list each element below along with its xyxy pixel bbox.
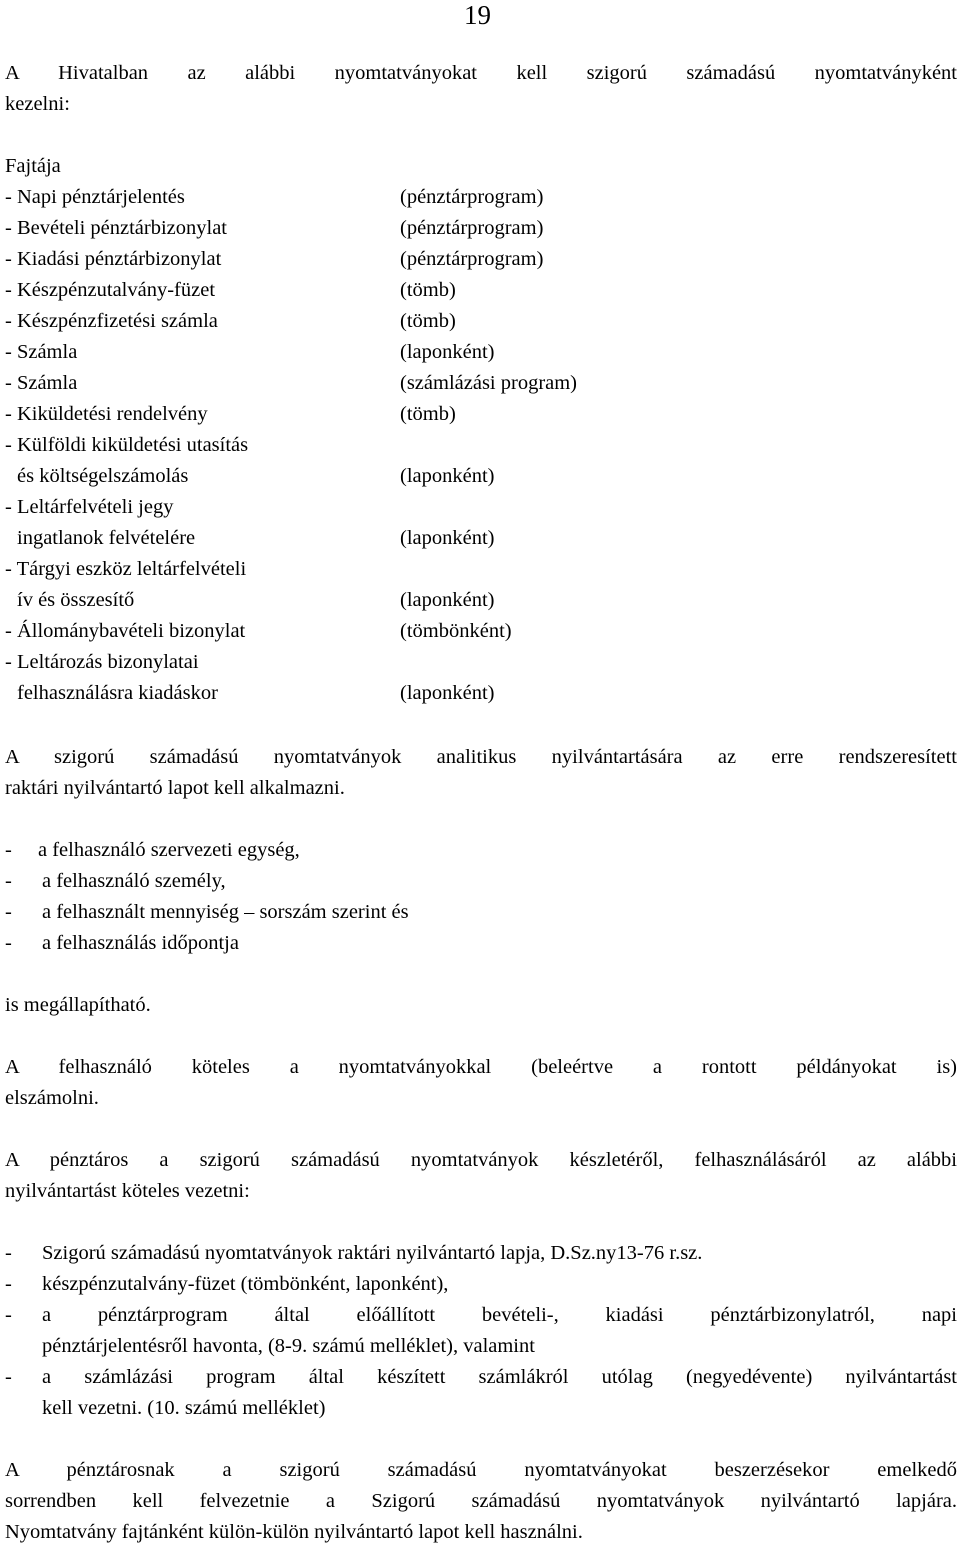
form-type: (tömb) [400, 279, 456, 301]
intro-line-1: A Hivatalban az alábbi nyomtatványokat kell szigorú számadású nyomtatványként [5, 62, 957, 84]
form-type: (pénztárprogram) [400, 186, 544, 208]
paragraph-cashier [5, 1147, 957, 1173]
record-item-cont: pénztárjelentésről havonta, (8-9. számú melléklet), valamint [42, 1335, 535, 1357]
intro-line-2: kezelni: [5, 93, 70, 115]
form-name: - Bevételi pénztárbizonylat [5, 217, 227, 239]
form-name: - Számla [5, 372, 78, 394]
record-item-cont: kell vezetni. (10. számú melléklet) [42, 1397, 326, 1419]
form-type: (laponként) [400, 682, 495, 704]
record-item: Szigorú számadású nyomtatványok raktári nyilvántartó lapja, D.Sz.ny13-76 r.sz. [42, 1242, 703, 1264]
form-name: - Külföldi kiküldetési utasítás [5, 434, 249, 456]
form-type: (laponként) [400, 589, 495, 611]
record-item: készpénzutalvány-füzet (tömbönként, laponként), [42, 1273, 449, 1295]
form-name-cont: felhasználásra kiadáskor [17, 682, 218, 704]
list-item: a felhasználó szervezeti egység, [38, 839, 300, 861]
paragraph-line: A felhasználó köteles a nyomtatványokkal (beleértve a rontott példányokat is) [5, 1056, 957, 1078]
paragraph-line: elszámolni. [5, 1087, 99, 1109]
dash-marker: - [5, 870, 12, 892]
list-item: a felhasznált mennyiség – sorszám szerint és [42, 901, 409, 923]
form-type: (tömb) [400, 310, 456, 332]
dash-marker: - [5, 1242, 12, 1264]
paragraph-line: nyilvántartást köteles vezetni: [5, 1180, 250, 1202]
list-item: a felhasználó személy, [42, 870, 226, 892]
paragraph-settle [5, 1054, 957, 1080]
form-type: (pénztárprogram) [400, 217, 544, 239]
intro-paragraph [5, 60, 957, 86]
form-name: - Tárgyi eszköz leltárfelvételi [5, 558, 247, 580]
paragraph-line: A szigorú számadású nyomtatványok analitikus nyilvántartására az erre rendszeresített [5, 746, 957, 768]
dash-marker: - [5, 901, 12, 923]
form-name: - Leltározás bizonylatai [5, 651, 199, 673]
record-item: a számlázási program által készített számlákról utólag (negyedévente) nyilvántartást [42, 1366, 957, 1388]
record-item: a pénztárprogram által előállított bevételi-, kiadási pénztárbizonylatról, napi [42, 1304, 957, 1326]
form-type: (számlázási program) [400, 372, 578, 394]
dash-marker: - [5, 1366, 12, 1388]
dash-marker: - [5, 932, 12, 954]
paragraph-line: A pénztárosnak a szigorú számadású nyomtatványokat beszerzésekor emelkedő [5, 1459, 957, 1481]
form-type: (pénztárprogram) [400, 248, 544, 270]
form-name-cont: ív és összesítő [17, 589, 135, 611]
page-number: 19 [464, 0, 491, 30]
dash-marker: - [5, 1273, 12, 1295]
form-name: - Számla [5, 341, 78, 363]
form-type: (tömb) [400, 403, 456, 425]
paragraph-line: raktári nyilvántartó lapot kell alkalmazni. [5, 777, 345, 799]
list-heading: Fajtája [5, 155, 61, 177]
form-type: (laponként) [400, 527, 495, 549]
dash-marker: - [5, 839, 12, 861]
form-type: (laponként) [400, 341, 495, 363]
form-name: - Kiküldetési rendelvény [5, 403, 208, 425]
form-name-cont: ingatlanok felvételére [17, 527, 196, 549]
form-name: - Leltárfelvételi jegy [5, 496, 174, 518]
paragraph-analytic [5, 744, 957, 770]
form-name: - Készpénzutalvány-füzet [5, 279, 216, 301]
paragraph-line: A pénztáros a szigorú számadású nyomtatványok készletéről, felhasználásáról az alábbi [5, 1149, 957, 1171]
list-item: a felhasználás időpontja [42, 932, 239, 954]
form-name: - Napi pénztárjelentés [5, 186, 185, 208]
form-type: (tömbönként) [400, 620, 512, 642]
paragraph-order-2 [5, 1488, 957, 1514]
dash-marker: - [5, 1304, 12, 1326]
form-name-cont: és költségelszámolás [17, 465, 189, 487]
list-tail: is megállapítható. [5, 994, 151, 1016]
form-name: - Készpénzfizetési számla [5, 310, 218, 332]
form-name: - Állománybavételi bizonylat [5, 620, 246, 642]
paragraph-line: sorrendben kell felvezetnie a Szigorú számadású nyomtatványok nyilvántartó lapjára. [5, 1490, 957, 1512]
form-name: - Kiadási pénztárbizonylat [5, 248, 222, 270]
form-type: (laponként) [400, 465, 495, 487]
paragraph-line: Nyomtatvány fajtánként külön-külön nyilvántartó lapot kell használni. [5, 1521, 583, 1543]
paragraph-order [5, 1457, 957, 1483]
